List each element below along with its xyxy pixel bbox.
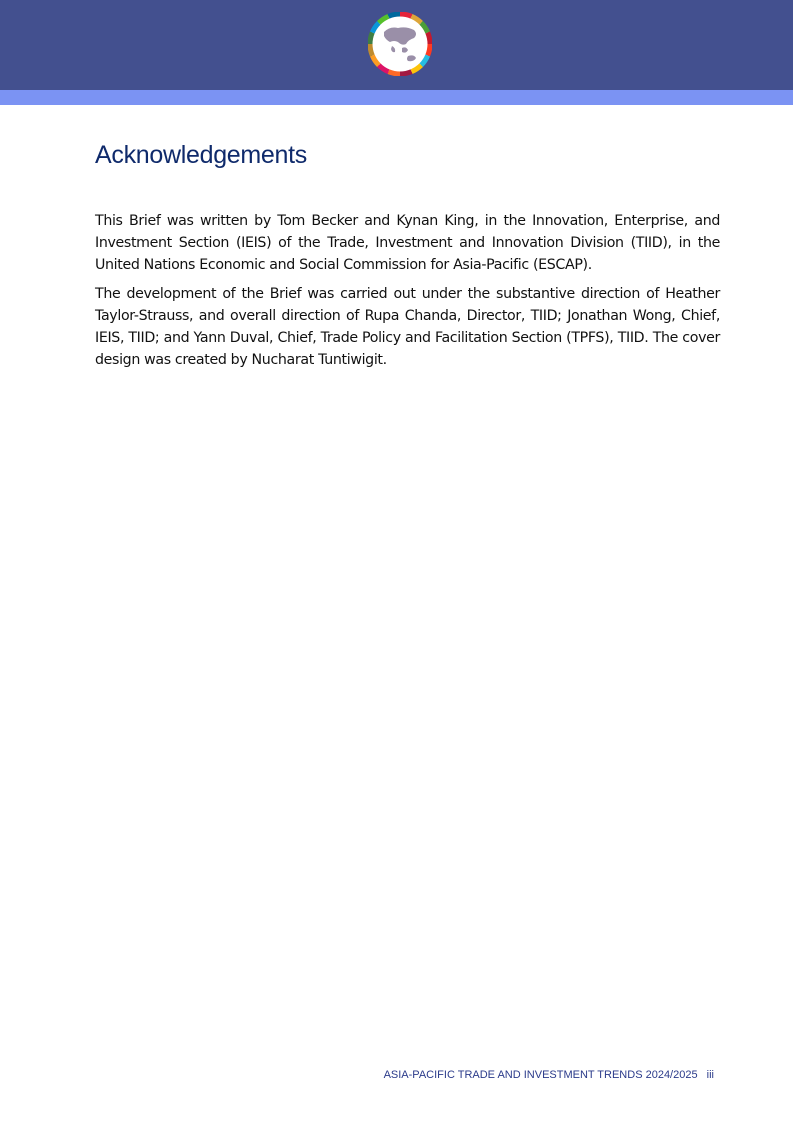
page-footer: [384, 1069, 714, 1081]
acknowledgements-body: [95, 211, 720, 380]
sdg-globe-logo-icon: [368, 12, 432, 76]
paragraph: The development of the Brief was carried out under the substantive direction of Heather Taylor-Strauss, and overall direction of Rupa Chanda, Director, TIID; Jonathan Wong, Chief, IEIS, TIID; and Yann Duval, Chief, Trade Policy and Facilitation Section (TPFS), TIID. The cover design was created by Nucharat Tuntiwigit.: [95, 286, 720, 368]
paragraph: This Brief was written by Tom Becker and Kynan King, in the Innovation, Enterprise, and Investment Section (IEIS) of the Trade, Investment and Innovation Division (TIID), in the United Nations Economic and Social Commission for Asia-Pacific (ESCAP).: [95, 213, 720, 273]
page-title: Acknowledgements: [95, 141, 307, 169]
running-title: ASIA-PACIFIC TRADE AND INVESTMENT TRENDS 2024/2025: [383, 1069, 698, 1081]
page-number: iii: [706, 1069, 714, 1081]
header-stripe: [0, 90, 793, 105]
